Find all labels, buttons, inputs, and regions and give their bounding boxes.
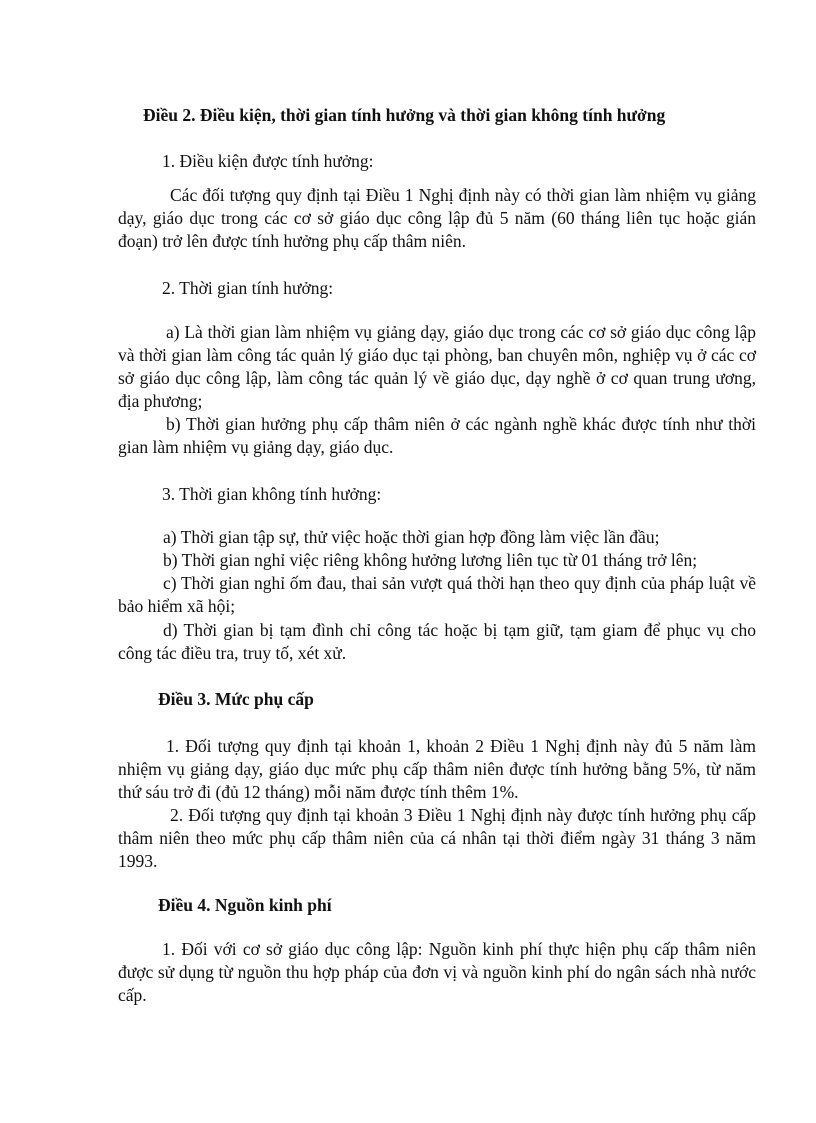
article-2-section-3-item-b: b) Thời gian nghỉ việc riêng không hưởng lương liên tục từ 01 tháng trở lên;	[163, 550, 698, 570]
article-4-heading: Điều 4. Nguồn kinh phí	[158, 895, 332, 915]
article-4-paragraph-1: 1. Đối với cơ sở giáo dục công lập: Nguồn kinh phí thực hiện phụ cấp thâm niên được sử dụng từ nguồn thu hợp pháp của đơn vị và nguồn kinh phí do ngân sách nhà nước cấp.	[118, 939, 756, 1005]
article-2-section-3-item-a: a) Thời gian tập sự, thử việc hoặc thời gian hợp đồng làm việc lần đầu;	[163, 527, 660, 547]
article-2-section-3-item-c: c) Thời gian nghỉ ốm đau, thai sản vượt quá thời hạn theo quy định của pháp luật về bảo hiểm xã hội;	[118, 573, 756, 616]
article-2-section-2-heading: 2. Thời gian tính hưởng:	[162, 278, 334, 298]
article-3-heading: Điều 3. Mức phụ cấp	[158, 689, 314, 709]
article-2-section-2-item-b: b) Thời gian hưởng phụ cấp thâm niên ở các ngành nghề khác được tính như thời gian làm nhiệm vụ giảng dạy, giáo dục.	[118, 414, 756, 457]
article-2-section-2-item-a: a) Là thời gian làm nhiệm vụ giảng dạy, giáo dục trong các cơ sở giáo dục công lập và thời gian làm công tác quản lý giáo dục tại phòng, ban chuyên môn, nghiệp vụ ở các cơ sở giáo dục công lập, làm công tác quản lý về giáo dục, dạy nghề ở cơ quan trung ương, địa phương;	[118, 322, 756, 411]
article-3-paragraph-2: 2. Đối tượng quy định tại khoản 3 Điều 1 Nghị định này được tính hưởng phụ cấp thâm niên theo mức phụ cấp thâm niên của cá nhân tại thời điểm ngày 31 tháng 3 năm 1993.	[118, 805, 756, 871]
article-3-paragraph-1: 1. Đối tượng quy định tại khoản 1, khoản 2 Điều 1 Nghị định này đủ 5 năm làm nhiệm vụ giảng dạy, giáo dục mức phụ cấp thâm niên được tính hưởng bằng 5%, từ năm thứ sáu trở đi (đủ 12 tháng) mỗi năm được tính thêm 1%.	[118, 736, 756, 802]
article-2-section-1-text: Các đối tượng quy định tại Điều 1 Nghị định này có thời gian làm nhiệm vụ giảng dạy, giáo dục trong các cơ sở giáo dục công lập đủ 5 năm (60 tháng liên tục hoặc gián đoạn) trở lên được tính hưởng phụ cấp thâm niên.	[118, 185, 756, 251]
article-2-section-1-heading: 1. Điều kiện được tính hưởng:	[162, 151, 374, 171]
article-2-section-3-item-d: d) Thời gian bị tạm đình chỉ công tác hoặc bị tạm giữ, tạm giam để phục vụ cho công tác điều tra, truy tố, xét xử.	[118, 620, 756, 663]
article-2-section-3-heading: 3. Thời gian không tính hưởng:	[162, 484, 382, 504]
article-2-title: Điều 2. Điều kiện, thời gian tính hưởng và thời gian không tính hưởng	[143, 105, 666, 125]
